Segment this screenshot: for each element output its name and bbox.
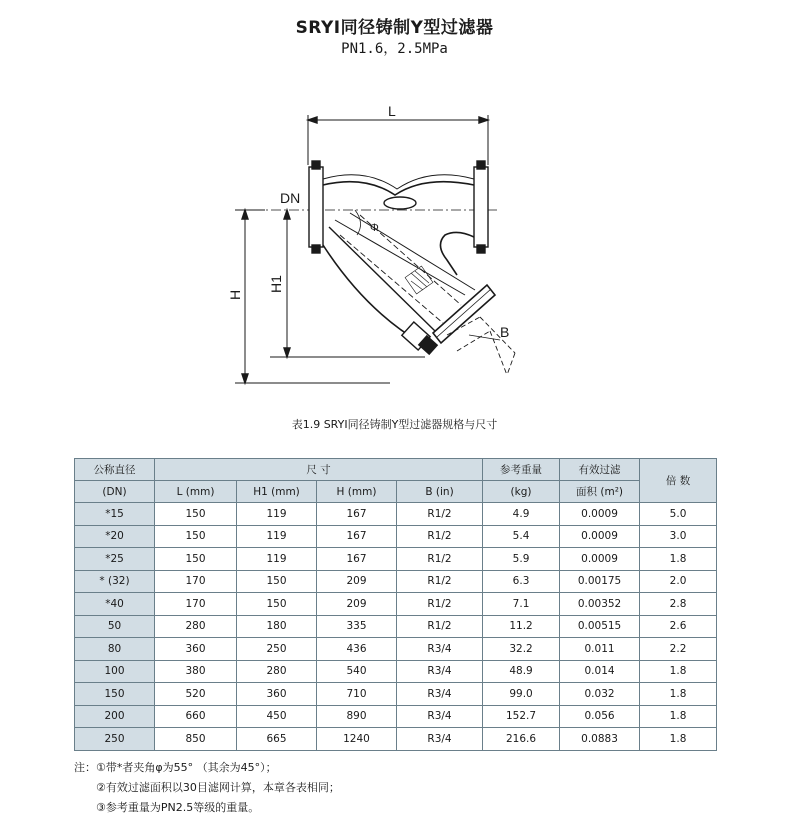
table-cell: 7.1 xyxy=(483,593,560,616)
table-cell: R3/4 xyxy=(397,638,483,661)
table-cell: 0.00352 xyxy=(560,593,640,616)
table-cell: 6.3 xyxy=(483,570,560,593)
table-cell: 335 xyxy=(317,615,397,638)
table-cell: 1.8 xyxy=(640,728,717,751)
header-H: H (mm) xyxy=(317,481,397,503)
label-L: L xyxy=(388,103,396,119)
table-cell: 360 xyxy=(237,683,317,706)
table-cell: 280 xyxy=(155,615,237,638)
table-cell: 360 xyxy=(155,638,237,661)
table-cell: 11.2 xyxy=(483,615,560,638)
table-cell: 0.0883 xyxy=(560,728,640,751)
table-caption: 表1.9 SRYⅠ同径铸制Y型过滤器规格与尺寸 xyxy=(291,418,498,431)
table-cell: 1.8 xyxy=(640,548,717,571)
table-cell: 209 xyxy=(317,570,397,593)
table-cell: 2.6 xyxy=(640,615,717,638)
table-cell-dn: 100 xyxy=(75,660,155,683)
table-cell-dn: *40 xyxy=(75,593,155,616)
table-row xyxy=(75,660,717,683)
table-cell: 660 xyxy=(155,705,237,728)
table-cell: 450 xyxy=(237,705,317,728)
table-cell: 250 xyxy=(237,638,317,661)
table-cell: 150 xyxy=(155,548,237,571)
table-cell-dn: *15 xyxy=(75,503,155,526)
table-cell: 2.8 xyxy=(640,593,717,616)
table-cell: R1/2 xyxy=(397,525,483,548)
table-cell: R1/2 xyxy=(397,593,483,616)
header-L: L (mm) xyxy=(155,481,237,503)
table-cell: 119 xyxy=(237,503,317,526)
note-3: ③参考重量为PN2.5等级的重量。 xyxy=(96,801,260,814)
spec-table xyxy=(74,458,717,751)
table-cell-dn: *25 xyxy=(75,548,155,571)
table-cell: 0.0009 xyxy=(560,525,640,548)
header-size-group: 尺 寸 xyxy=(155,459,483,481)
table-cell: 0.056 xyxy=(560,705,640,728)
note-2: ②有效过滤面积以30目滤网计算，本章各表相同； xyxy=(96,781,340,794)
y-strainer-drawing xyxy=(225,95,545,395)
table-row xyxy=(75,593,717,616)
header-area-unit: 面积 (m²) xyxy=(560,481,640,503)
table-cell: 2.2 xyxy=(640,638,717,661)
table-cell: 0.0009 xyxy=(560,503,640,526)
table-cell: 710 xyxy=(317,683,397,706)
table-cell: 170 xyxy=(155,570,237,593)
label-phi: Φ xyxy=(370,222,379,234)
table-cell: 99.0 xyxy=(483,683,560,706)
table-cell: 436 xyxy=(317,638,397,661)
header-area: 有效过滤 xyxy=(560,459,640,481)
header-weight-unit: (kg) xyxy=(483,481,560,503)
table-row xyxy=(75,728,717,751)
table-row xyxy=(75,503,717,526)
table-cell: 280 xyxy=(237,660,317,683)
table-cell: 5.4 xyxy=(483,525,560,548)
table-cell: 1.8 xyxy=(640,705,717,728)
table-cell: R3/4 xyxy=(397,728,483,751)
table-cell: 380 xyxy=(155,660,237,683)
table-cell: 890 xyxy=(317,705,397,728)
table-cell: 4.9 xyxy=(483,503,560,526)
table-row xyxy=(75,705,717,728)
table-row xyxy=(75,525,717,548)
page-title: SRYⅠ同径铸制Y型过滤器 xyxy=(295,18,494,38)
table-cell: 1.8 xyxy=(640,660,717,683)
table-cell: 150 xyxy=(237,570,317,593)
table-cell: 167 xyxy=(317,525,397,548)
spec-table-body xyxy=(75,503,717,751)
table-cell: 665 xyxy=(237,728,317,751)
table-cell: R1/2 xyxy=(397,615,483,638)
table-cell: 0.00515 xyxy=(560,615,640,638)
table-cell: 3.0 xyxy=(640,525,717,548)
table-row xyxy=(75,638,717,661)
table-cell: 0.00175 xyxy=(560,570,640,593)
table-cell: 5.9 xyxy=(483,548,560,571)
table-cell: 2.0 xyxy=(640,570,717,593)
header-weight: 参考重量 xyxy=(483,459,560,481)
table-cell: 5.0 xyxy=(640,503,717,526)
notes xyxy=(74,758,340,818)
table-cell: 167 xyxy=(317,548,397,571)
table-row xyxy=(75,548,717,571)
table-cell-dn: 150 xyxy=(75,683,155,706)
label-B: B xyxy=(500,324,510,340)
header-H1: H1 (mm) xyxy=(237,481,317,503)
header-ratio: 倍 数 xyxy=(640,459,717,503)
table-cell-dn: 50 xyxy=(75,615,155,638)
label-H1: H1 xyxy=(268,275,284,293)
table-cell: R3/4 xyxy=(397,683,483,706)
table-cell: 0.014 xyxy=(560,660,640,683)
table-cell: 32.2 xyxy=(483,638,560,661)
table-cell: 1.8 xyxy=(640,683,717,706)
label-H: H xyxy=(227,289,243,300)
table-cell: R3/4 xyxy=(397,705,483,728)
table-cell: 209 xyxy=(317,593,397,616)
header-dn: 公称直径 xyxy=(75,459,155,481)
table-cell: 180 xyxy=(237,615,317,638)
table-row xyxy=(75,683,717,706)
table-cell: 1240 xyxy=(317,728,397,751)
table-cell: 119 xyxy=(237,525,317,548)
table-cell: R1/2 xyxy=(397,503,483,526)
table-cell: R1/2 xyxy=(397,548,483,571)
header-B: B (in) xyxy=(397,481,483,503)
table-cell: 0.011 xyxy=(560,638,640,661)
table-cell: 850 xyxy=(155,728,237,751)
table-row xyxy=(75,615,717,638)
table-cell: 540 xyxy=(317,660,397,683)
table-cell: 167 xyxy=(317,503,397,526)
table-cell-dn: 200 xyxy=(75,705,155,728)
page-subtitle: PN1.6，2.5MPa xyxy=(341,41,448,57)
table-cell-dn: * (32) xyxy=(75,570,155,593)
table-cell: 0.0009 xyxy=(560,548,640,571)
table-row xyxy=(75,570,717,593)
table-cell: 48.9 xyxy=(483,660,560,683)
table-cell: R3/4 xyxy=(397,660,483,683)
table-cell-dn: 80 xyxy=(75,638,155,661)
table-cell-dn: 250 xyxy=(75,728,155,751)
table-cell: 216.6 xyxy=(483,728,560,751)
note-1: 注：①带*者夹角φ为55° （其余为45°）； xyxy=(74,761,277,774)
table-cell: 150 xyxy=(155,503,237,526)
table-cell: 170 xyxy=(155,593,237,616)
table-cell: 152.7 xyxy=(483,705,560,728)
table-cell: 119 xyxy=(237,548,317,571)
label-DN: DN xyxy=(280,190,301,206)
table-cell: 150 xyxy=(155,525,237,548)
header-dn-unit: (DN) xyxy=(75,481,155,503)
table-cell-dn: *20 xyxy=(75,525,155,548)
table-cell: 520 xyxy=(155,683,237,706)
table-cell: R1/2 xyxy=(397,570,483,593)
table-cell: 0.032 xyxy=(560,683,640,706)
table-cell: 150 xyxy=(237,593,317,616)
